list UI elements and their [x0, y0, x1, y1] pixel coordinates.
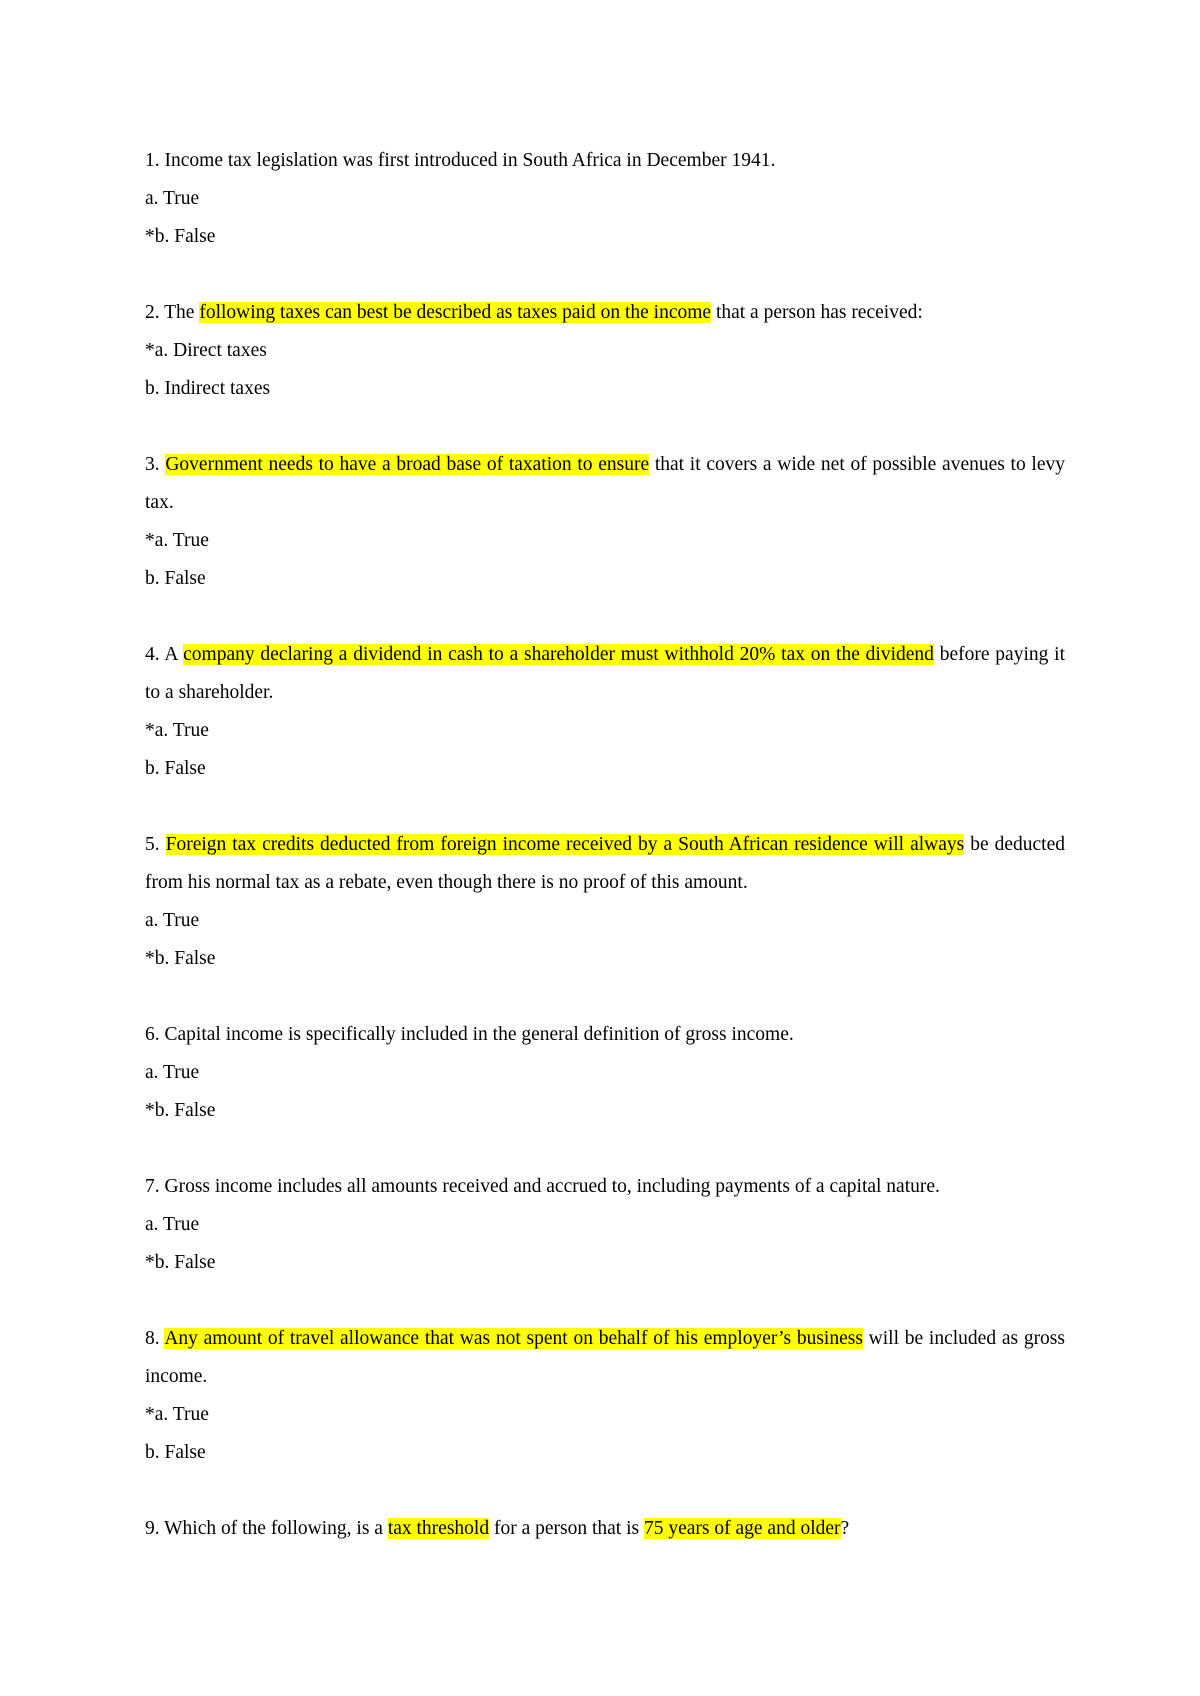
- question-list: [145, 142, 1065, 1586]
- highlighted-text: Any amount of travel allowance that was not spent on behalf of his employer’s business: [164, 1328, 863, 1349]
- answer-option: b. False: [145, 758, 206, 779]
- highlighted-text: following taxes can best be described as taxes paid on the income: [199, 302, 712, 323]
- question-text: [145, 142, 1065, 180]
- highlighted-text: tax threshold: [387, 1518, 490, 1539]
- question-text-segment: 3.: [145, 454, 166, 475]
- question-block: [145, 294, 1065, 408]
- question-block: [145, 1016, 1065, 1130]
- answer-option: b. False: [145, 1442, 206, 1463]
- question-text: [145, 1016, 1065, 1054]
- highlighted-text: Government needs to have a broad base of taxation to ensure: [165, 454, 650, 475]
- question-text-segment: for a person that is: [489, 1518, 644, 1539]
- question-text-segment: will be included as gross income.: [145, 1328, 1065, 1387]
- question-text-segment: that a person has received:: [711, 302, 923, 323]
- question-text-segment: before paying it to a shareholder.: [145, 644, 1065, 703]
- question-block: [145, 636, 1065, 788]
- answer-option: *b. False: [145, 1100, 216, 1121]
- question-text-segment: be deducted from his normal tax as a rebate, even though there is no proof of this amount.: [145, 834, 1066, 893]
- question-block: [145, 446, 1065, 598]
- question-block: [145, 1510, 1065, 1548]
- question-text-segment: 9. Which of the following, is a: [145, 1518, 388, 1539]
- question-text-segment: 6. Capital income is specifically included in the general definition of gross income.: [145, 1024, 794, 1045]
- question-text: [145, 1320, 1065, 1396]
- question-text: [145, 1510, 1065, 1548]
- answer-option: a. True: [145, 910, 200, 931]
- highlighted-text: 75 years of age and older: [643, 1518, 841, 1539]
- answer-option: b. Indirect taxes: [145, 378, 271, 399]
- question-text: [145, 636, 1065, 712]
- answer-option: *b. False: [145, 948, 216, 969]
- question-text: [145, 826, 1065, 902]
- answer-option: *a. Direct taxes: [145, 340, 267, 361]
- answer-option: *b. False: [145, 226, 216, 247]
- question-text-segment: 7. Gross income includes all amounts received and accrued to, including payments of a capital nature.: [145, 1176, 940, 1197]
- answer-option: *b. False: [145, 1252, 216, 1273]
- question-text-segment: 4. A: [145, 644, 184, 665]
- question-text-segment: that it covers a wide net of possible avenues to levy tax.: [145, 454, 1066, 513]
- question-text-segment: 5.: [145, 834, 166, 855]
- answer-option: *a. True: [145, 530, 209, 551]
- question-text-segment: 8.: [145, 1328, 165, 1349]
- answer-option: a. True: [145, 188, 200, 209]
- question-text-segment: 2. The: [145, 302, 200, 323]
- question-text: [145, 294, 1065, 332]
- question-block: [145, 1168, 1065, 1282]
- answer-option: a. True: [145, 1214, 200, 1235]
- question-block: [145, 142, 1065, 256]
- question-text: [145, 446, 1065, 522]
- question-text: [145, 1168, 1065, 1206]
- question-text-segment: 1. Income tax legislation was first introduced in South Africa in December 1941.: [145, 150, 776, 171]
- question-block: [145, 1320, 1065, 1472]
- answer-option: b. False: [145, 568, 206, 589]
- answer-option: a. True: [145, 1062, 200, 1083]
- highlighted-text: company declaring a dividend in cash to a shareholder must withhold 20% tax on the dividend: [183, 644, 934, 665]
- answer-option: *a. True: [145, 720, 209, 741]
- question-block: [145, 826, 1065, 978]
- answer-option: *a. True: [145, 1404, 209, 1425]
- question-text-segment: ?: [840, 1518, 850, 1539]
- highlighted-text: Foreign tax credits deducted from foreign income received by a South African residence will always: [165, 834, 965, 855]
